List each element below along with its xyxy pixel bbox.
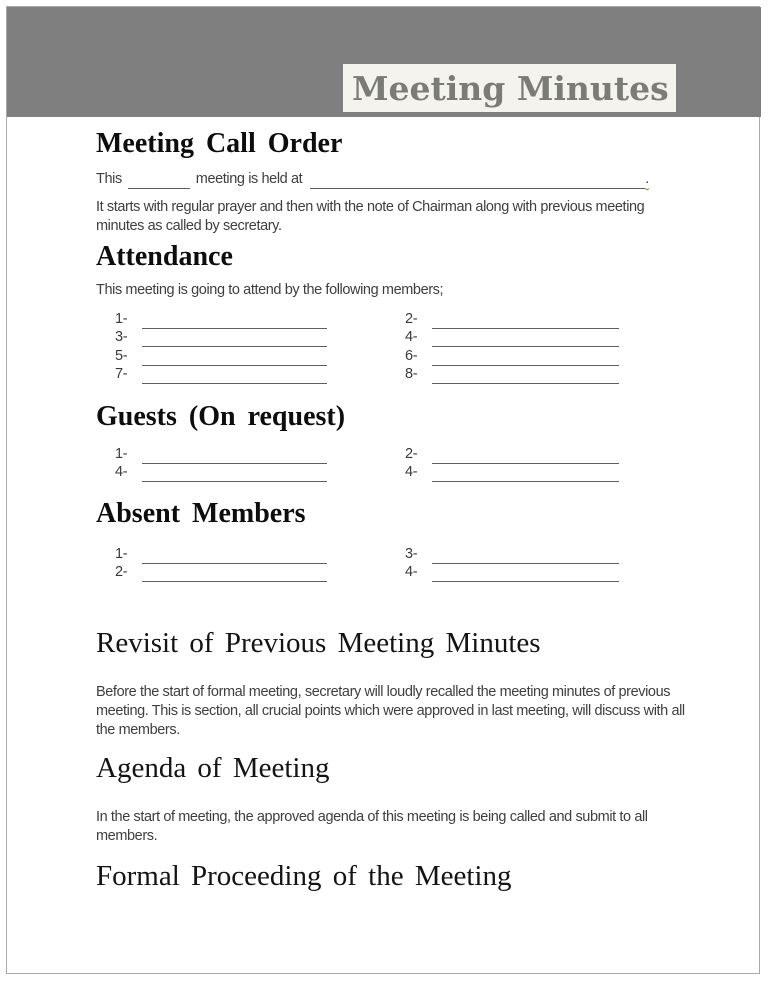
paragraph-line: Before the start of formal meeting, secretary will loudly recalled the meeting minutes of previous xyxy=(96,684,671,700)
attendance-lead: This meeting is going to attend by the following members; xyxy=(96,282,444,298)
paragraph-line: It starts with regular prayer and then with the note of Chairman along with previous meeting xyxy=(96,199,645,215)
item-number: 4- xyxy=(405,329,418,345)
revisit-paragraph xyxy=(96,683,685,740)
paragraph-line: members. xyxy=(96,828,158,844)
fill-in-blank-member[interactable] xyxy=(142,382,327,384)
fill-in-blank-absent-member[interactable] xyxy=(432,562,619,564)
fill-in-blank-member[interactable] xyxy=(432,345,619,347)
paragraph-line: In the start of meeting, the approved agenda of this meeting is being called and submit to all xyxy=(96,809,648,825)
heading-formal-proceeding: Formal Proceeding of the Meeting xyxy=(96,860,512,892)
call-order-fill-in-sentence xyxy=(96,170,649,189)
fill-in-blank-location[interactable] xyxy=(310,171,645,189)
fill-in-blank-meeting-type[interactable] xyxy=(128,171,190,189)
item-number: 8- xyxy=(405,366,418,382)
item-number: 2- xyxy=(405,445,418,462)
heading-meeting-call-order: Meeting Call Order xyxy=(96,128,343,159)
item-number: 2- xyxy=(405,310,418,327)
paragraph-line: minutes as called by secretary. xyxy=(96,218,282,234)
title-banner xyxy=(343,64,676,112)
fill-in-blank-guest[interactable] xyxy=(432,480,619,482)
heading-revisit-previous-minutes: Revisit of Previous Meeting Minutes xyxy=(96,627,541,659)
item-number: 1- xyxy=(115,545,128,562)
item-number: 6- xyxy=(405,347,418,364)
fill-in-blank-absent-member[interactable] xyxy=(432,580,619,582)
fill-in-blank-member[interactable] xyxy=(142,327,327,329)
fill-in-blank-guest[interactable] xyxy=(142,462,327,464)
item-number: 1- xyxy=(115,310,128,327)
item-number: 5- xyxy=(115,347,128,364)
sentence-mid: meeting is held at xyxy=(195,171,303,187)
item-number: 3- xyxy=(405,545,418,562)
fill-in-blank-guest[interactable] xyxy=(142,480,327,482)
heading-absent-members: Absent Members xyxy=(96,498,306,529)
fill-in-blank-absent-member[interactable] xyxy=(142,562,327,564)
item-number: 4- xyxy=(405,464,418,480)
fill-in-blank-member[interactable] xyxy=(432,364,619,366)
fill-in-blank-member[interactable] xyxy=(142,364,327,366)
grammar-squiggle-period: . xyxy=(645,171,649,187)
heading-agenda-of-meeting: Agenda of Meeting xyxy=(96,752,330,784)
item-number: 4- xyxy=(405,564,418,580)
item-number: 3- xyxy=(115,329,128,345)
item-number: 7- xyxy=(115,366,128,382)
paragraph-line: meeting. This is section, all crucial points which were approved in last meeting, will discuss with all xyxy=(96,703,685,719)
heading-attendance: Attendance xyxy=(96,241,233,272)
fill-in-blank-guest[interactable] xyxy=(432,462,619,464)
item-number: 2- xyxy=(115,564,128,580)
fill-in-blank-member[interactable] xyxy=(432,327,619,329)
item-number: 1- xyxy=(115,445,128,462)
fill-in-blank-member[interactable] xyxy=(142,345,327,347)
call-order-paragraph xyxy=(96,198,644,236)
fill-in-blank-member[interactable] xyxy=(432,382,619,384)
item-number: 4- xyxy=(115,464,128,480)
document-title: Meeting Minutes xyxy=(352,68,669,108)
agenda-paragraph xyxy=(96,808,648,846)
fill-in-blank-absent-member[interactable] xyxy=(142,580,327,582)
paragraph-line: the members. xyxy=(96,722,180,738)
heading-guests: Guests (On request) xyxy=(96,401,346,432)
sentence-pre: This xyxy=(96,171,122,187)
